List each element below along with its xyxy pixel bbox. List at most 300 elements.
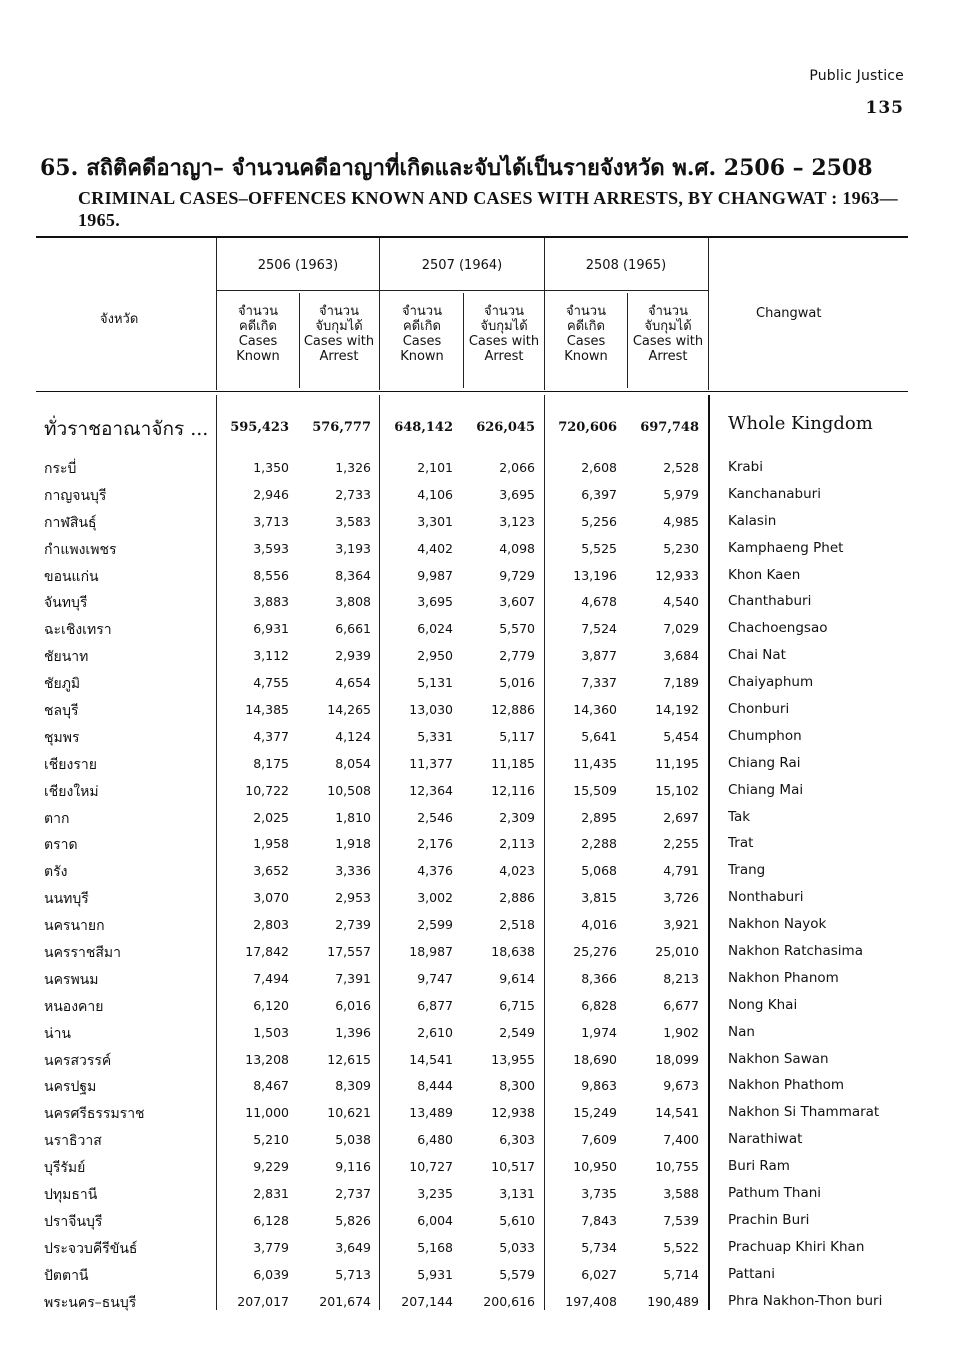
col-label-th: จับกุมได้ [644,319,692,334]
row-changwat-english: Buri Ram [728,1158,790,1175]
cell-cases-known-1965: 3,877 [581,648,617,664]
cell-cases-known-1965: 3,735 [581,1186,617,1202]
cell-cases-known-1965: 6,828 [581,997,617,1013]
row-changwat-thai: พระนคร–ธนบุรี [44,1294,137,1311]
top-rule [36,236,908,238]
cell-cases-known-1964: 11,377 [409,755,453,771]
cell-cases-arrest-1963: 3,336 [335,863,371,879]
cell-cases-arrest-1964: 9,614 [499,970,535,986]
table-row [0,1099,966,1126]
cell-cases-known-1963: 3,883 [253,594,289,610]
row-changwat-english: Trat [728,835,754,852]
cell-cases-known-1964: 3,235 [417,1186,453,1202]
col-head-cases-known-1964 [382,304,462,364]
cell-cases-known-1964: 6,480 [417,1132,453,1148]
cell-cases-arrest-1963: 9,116 [335,1159,371,1175]
cell-cases-arrest-1964: 3,607 [499,594,535,610]
cell-cases-known-1963: 6,120 [253,997,289,1013]
cell-cases-arrest-1965: 3,921 [663,917,699,933]
row-changwat-english: Trang [728,862,766,879]
changwat-header-thai: จังหวัด [100,312,139,327]
header-divider-2 [379,238,380,390]
cell-cases-arrest-1963: 12,615 [327,1051,371,1067]
cell-cases-arrest-1964: 2,886 [499,890,535,906]
table-row [0,777,966,804]
year-header-1964: 2507 (1964) [421,258,503,273]
row-changwat-thai: ทั่วราชอาณาจักร ... [44,418,209,440]
col-label-th: คดีเกิด [567,319,605,334]
cell-cases-arrest-1963: 10,621 [327,1105,371,1121]
cell-cases-known-1963: 3,713 [253,513,289,529]
col-label-en: Cases with [632,334,704,349]
col-label-th: จำนวน [402,304,442,319]
col-label-en: Arrest [648,349,688,364]
col-label-en: Cases [402,334,442,349]
row-changwat-english: Whole Kingdom [728,413,873,434]
cell-cases-known-1964: 6,024 [417,621,453,637]
cell-cases-known-1965: 197,408 [565,1293,617,1309]
table-row [0,454,966,481]
cell-cases-known-1964: 9,987 [417,567,453,583]
cell-cases-known-1963: 2,025 [253,809,289,825]
cell-cases-known-1965: 4,016 [581,917,617,933]
cell-cases-arrest-1964: 626,045 [476,420,535,435]
cell-cases-known-1964: 14,541 [409,1051,453,1067]
cell-cases-known-1965: 13,196 [573,567,617,583]
cell-cases-arrest-1965: 2,255 [663,836,699,852]
table-body [0,412,966,1315]
cell-cases-known-1965: 7,843 [581,1212,617,1228]
cell-cases-known-1965: 25,276 [573,944,617,960]
table-row [0,508,966,535]
cell-cases-known-1965: 9,863 [581,1078,617,1094]
table-row [0,1019,966,1046]
cell-cases-arrest-1964: 5,610 [499,1212,535,1228]
changwat-header-english: Changwat [756,306,822,321]
row-changwat-thai: นครสวรรค์ [44,1052,112,1069]
col-label-en: Cases [566,334,606,349]
table-row [0,1126,966,1153]
cell-cases-known-1964: 2,610 [417,1024,453,1040]
cell-cases-known-1964: 13,030 [409,702,453,718]
cell-cases-arrest-1964: 2,113 [499,836,535,852]
col-label-en: Arrest [484,349,524,364]
cell-cases-known-1965: 11,435 [573,755,617,771]
row-changwat-thai: นครศรีธรรมราช [44,1106,145,1123]
cell-cases-arrest-1963: 4,654 [335,675,371,691]
cell-cases-known-1963: 6,931 [253,621,289,637]
cell-cases-arrest-1964: 2,779 [499,648,535,664]
col-label-th: จำนวน [648,304,688,319]
table-row [0,481,966,508]
cell-cases-known-1964: 648,142 [394,420,453,435]
cell-cases-arrest-1964: 11,185 [491,755,535,771]
cell-cases-known-1964: 8,444 [417,1078,453,1094]
cell-cases-known-1963: 6,039 [253,1266,289,1282]
row-changwat-thai: ชัยภูมิ [44,676,81,693]
table-row [0,884,966,911]
row-changwat-thai: ตาก [44,810,70,827]
cell-cases-known-1965: 4,678 [581,594,617,610]
cell-cases-arrest-1964: 9,729 [499,567,535,583]
col-label-th: คดีเกิด [239,319,277,334]
table-row [0,615,966,642]
cell-cases-known-1963: 2,803 [253,917,289,933]
cell-cases-arrest-1963: 201,674 [319,1293,371,1309]
row-changwat-thai: นครพนม [44,971,99,988]
cell-cases-known-1965: 6,397 [581,486,617,502]
col-label-en: Cases with [303,334,375,349]
row-changwat-thai: บุรีรัมย์ [44,1160,86,1177]
cell-cases-arrest-1964: 2,518 [499,917,535,933]
cell-cases-arrest-1963: 6,661 [335,621,371,637]
row-changwat-english: Kamphaeng Phet [728,539,844,556]
year-underline-3 [544,290,708,291]
col-label-en: Arrest [319,349,359,364]
cell-cases-known-1963: 11,000 [245,1105,289,1121]
cell-cases-known-1965: 2,608 [581,460,617,475]
row-changwat-english: Nakhon Ratchasima [728,943,863,960]
row-changwat-english: Phra Nakhon-Thon buri [728,1292,883,1309]
col-label-th: จำนวน [484,304,524,319]
table-row [0,750,966,777]
cell-cases-known-1964: 4,402 [417,540,453,556]
cell-cases-known-1963: 4,377 [253,728,289,744]
cell-cases-known-1964: 2,546 [417,809,453,825]
cell-cases-known-1963: 595,423 [230,420,289,435]
cell-cases-arrest-1963: 1,918 [335,836,371,852]
cell-cases-known-1965: 5,068 [581,863,617,879]
cell-cases-arrest-1965: 2,697 [663,809,699,825]
cell-cases-known-1963: 3,112 [253,648,289,664]
cell-cases-arrest-1964: 3,123 [499,513,535,529]
cell-cases-arrest-1964: 200,616 [483,1293,535,1309]
cell-cases-arrest-1963: 5,038 [335,1132,371,1148]
row-changwat-english: Krabi [728,459,763,475]
cell-cases-known-1963: 3,070 [253,890,289,906]
cell-cases-known-1964: 5,131 [417,675,453,691]
cell-cases-known-1965: 10,950 [573,1159,617,1175]
cell-cases-arrest-1965: 3,726 [663,890,699,906]
cell-cases-arrest-1965: 7,029 [663,621,699,637]
page-header [809,68,904,118]
cell-cases-known-1964: 5,168 [417,1239,453,1255]
cell-cases-arrest-1963: 576,777 [312,420,371,435]
header-divider-1 [216,238,217,390]
cell-cases-arrest-1964: 10,517 [491,1159,535,1175]
cell-cases-arrest-1964: 6,715 [499,997,535,1013]
cell-cases-arrest-1964: 12,886 [491,702,535,718]
table-row [0,669,966,696]
cell-cases-arrest-1963: 8,364 [335,567,371,583]
cell-cases-arrest-1964: 8,300 [499,1078,535,1094]
header-divider-4 [708,238,709,390]
cell-cases-arrest-1964: 3,131 [499,1186,535,1202]
cell-cases-arrest-1963: 2,939 [335,648,371,664]
row-changwat-thai: ชุมพร [44,729,80,746]
row-changwat-thai: กำแพงเพชร [44,541,117,558]
col-label-th: จำนวน [319,304,359,319]
col-head-cases-known-1965 [546,304,626,364]
row-changwat-english: Kanchanaburi [728,485,821,502]
row-changwat-thai: ปราจีนบุรี [44,1213,103,1230]
table-row [0,535,966,562]
cell-cases-arrest-1965: 3,684 [663,648,699,664]
cell-cases-arrest-1964: 3,695 [499,486,535,502]
table-row [0,857,966,884]
row-changwat-english: Chiang Rai [728,754,801,771]
cell-cases-known-1965: 6,027 [581,1266,617,1282]
col-label-th: จับกุมได้ [315,319,363,334]
cell-cases-known-1963: 3,652 [253,863,289,879]
cell-cases-arrest-1965: 4,540 [663,594,699,610]
row-changwat-english: Nan [728,1023,755,1040]
cell-cases-arrest-1965: 12,933 [655,567,699,583]
cell-cases-known-1964: 6,004 [417,1212,453,1228]
cell-cases-arrest-1963: 10,508 [327,782,371,798]
row-changwat-thai: ปทุมธานี [44,1187,98,1204]
row-changwat-thai: นครนายก [44,918,105,935]
cell-cases-arrest-1964: 5,570 [499,621,535,637]
row-changwat-thai: ชัยนาท [44,649,89,666]
table-row [0,1153,966,1180]
row-changwat-english: Nonthaburi [728,889,804,906]
cell-cases-known-1964: 2,176 [417,836,453,852]
row-changwat-thai: ตรัง [44,864,68,881]
cell-cases-arrest-1964: 5,117 [499,728,535,744]
cell-cases-known-1963: 2,831 [253,1186,289,1202]
row-changwat-english: Nakhon Phathom [728,1077,845,1094]
cell-cases-known-1964: 5,931 [417,1266,453,1282]
cell-cases-arrest-1965: 5,979 [663,486,699,502]
year-underline-1 [216,290,379,291]
table-row [0,1261,966,1288]
cell-cases-arrest-1965: 697,748 [640,420,699,435]
cell-cases-arrest-1963: 5,713 [335,1266,371,1282]
cell-cases-arrest-1963: 2,739 [335,917,371,933]
cell-cases-arrest-1964: 5,033 [499,1239,535,1255]
title-thai: สถิติคดีอาญา– จำนวนคดีอาญาที่เกิดและจับได้เป็นรายจังหวัด พ.ศ. 2506 – 2508 [86,155,873,181]
row-changwat-english: Prachin Buri [728,1211,810,1228]
cell-cases-known-1963: 8,556 [253,567,289,583]
row-changwat-english: Nakhon Sawan [728,1050,829,1067]
cell-cases-arrest-1964: 13,955 [491,1051,535,1067]
cell-cases-arrest-1965: 8,213 [663,970,699,986]
cell-cases-arrest-1963: 1,396 [335,1024,371,1040]
table-row [0,830,966,857]
cell-cases-arrest-1965: 190,489 [647,1293,699,1309]
col-head-cases-arrest-1963 [299,304,379,364]
row-changwat-thai: กระบี่ [44,461,77,477]
section-title: Public Justice [809,68,904,84]
table-row [0,696,966,723]
cell-cases-known-1963: 8,467 [253,1078,289,1094]
row-changwat-thai: เชียงใหม่ [44,783,99,800]
row-changwat-english: Narathiwat [728,1131,803,1148]
cell-cases-known-1964: 4,376 [417,863,453,879]
cell-cases-arrest-1964: 4,098 [499,540,535,556]
cell-cases-known-1964: 4,106 [417,486,453,502]
cell-cases-known-1963: 4,755 [253,675,289,691]
row-changwat-thai: นนทบุรี [44,891,89,908]
table-row [0,562,966,589]
cell-cases-arrest-1963: 2,733 [335,486,371,502]
row-changwat-english: Khon Kaen [728,566,801,583]
col-label-th: จับกุมได้ [480,319,528,334]
table-title [40,150,920,231]
col-label-en: Cases with [468,334,540,349]
page-number: 135 [865,98,904,118]
table-row [0,1207,966,1234]
cell-cases-arrest-1965: 14,541 [655,1105,699,1121]
cell-cases-arrest-1963: 3,808 [335,594,371,610]
cell-cases-known-1964: 3,695 [417,594,453,610]
cell-cases-known-1965: 15,249 [573,1105,617,1121]
header-bottom-rule [36,391,908,392]
cell-cases-known-1963: 3,593 [253,540,289,556]
cell-cases-known-1963: 9,229 [253,1159,289,1175]
cell-cases-arrest-1963: 8,054 [335,755,371,771]
cell-cases-known-1965: 7,609 [581,1132,617,1148]
cell-cases-arrest-1965: 5,230 [663,540,699,556]
cell-cases-known-1965: 2,895 [581,809,617,825]
table-row [0,1046,966,1073]
cell-cases-arrest-1965: 5,714 [663,1266,699,1282]
cell-cases-known-1965: 14,360 [573,702,617,718]
col-label-th: คดีเกิด [403,319,441,334]
row-changwat-thai: เชียงราย [44,756,97,773]
cell-cases-known-1965: 15,509 [573,782,617,798]
table-row-total [0,412,966,454]
cell-cases-known-1963: 8,175 [253,755,289,771]
cell-cases-arrest-1963: 8,309 [335,1078,371,1094]
row-changwat-english: Chachoengsao [728,620,828,637]
row-changwat-thai: นครราชสีมา [44,945,121,962]
cell-cases-known-1965: 5,525 [581,540,617,556]
cell-cases-known-1964: 207,144 [401,1293,453,1309]
cell-cases-arrest-1963: 17,557 [327,944,371,960]
cell-cases-arrest-1964: 6,303 [499,1132,535,1148]
row-changwat-english: Pattani [728,1265,775,1282]
cell-cases-arrest-1963: 7,391 [335,970,371,986]
cell-cases-arrest-1963: 3,583 [335,513,371,529]
row-changwat-thai: นครปฐม [44,1079,97,1096]
cell-cases-known-1964: 2,599 [417,917,453,933]
row-changwat-english: Prachuap Khiri Khan [728,1238,865,1255]
row-changwat-thai: นราธิวาส [44,1133,102,1150]
row-changwat-english: Chanthaburi [728,593,812,610]
col-label-th: จำนวน [238,304,278,319]
cell-cases-arrest-1963: 6,016 [335,997,371,1013]
cell-cases-arrest-1965: 3,588 [663,1186,699,1202]
col-label-th: จำนวน [566,304,606,319]
row-changwat-english: Chiang Mai [728,781,804,798]
row-changwat-english: Nong Khai [728,996,798,1013]
row-changwat-english: Kalasin [728,512,777,529]
col-label-en: Known [236,349,280,364]
row-changwat-thai: กาฬสินธุ์ [44,514,97,531]
cell-cases-arrest-1963: 3,193 [335,540,371,556]
cell-cases-arrest-1965: 10,755 [655,1159,699,1175]
row-changwat-thai: ประจวบคีรีขันธ์ [44,1240,138,1257]
cell-cases-known-1965: 720,606 [558,420,617,435]
cell-cases-arrest-1965: 4,985 [663,513,699,529]
cell-cases-known-1963: 1,503 [253,1024,289,1040]
title-thai-line [40,150,920,185]
row-changwat-thai: กาญจนบุรี [44,487,107,504]
row-changwat-english: Chaiyaphum [728,674,814,691]
cell-cases-known-1965: 2,288 [581,836,617,852]
row-changwat-english: Tak [728,808,751,825]
cell-cases-known-1963: 2,946 [253,486,289,502]
cell-cases-arrest-1963: 1,326 [335,460,371,475]
cell-cases-arrest-1965: 14,192 [655,702,699,718]
table-row [0,1180,966,1207]
row-changwat-english: Nakhon Nayok [728,916,827,933]
cell-cases-arrest-1964: 12,116 [491,782,535,798]
cell-cases-arrest-1964: 5,016 [499,675,535,691]
cell-cases-arrest-1963: 3,649 [335,1239,371,1255]
cell-cases-known-1964: 9,747 [417,970,453,986]
cell-cases-known-1965: 1,974 [581,1024,617,1040]
col-head-cases-known-1963 [218,304,298,364]
cell-cases-arrest-1965: 5,454 [663,728,699,744]
row-changwat-english: Nakhon Si Thammarat [728,1104,880,1121]
cell-cases-known-1963: 17,842 [245,944,289,960]
cell-cases-arrest-1965: 7,189 [663,675,699,691]
row-changwat-thai: ชลบุรี [44,703,79,720]
table-row [0,723,966,750]
cell-cases-known-1965: 5,256 [581,513,617,529]
cell-cases-arrest-1964: 2,066 [499,460,535,475]
cell-cases-known-1965: 7,524 [581,621,617,637]
row-changwat-thai: หนองคาย [44,998,104,1015]
year-underline-2 [379,290,544,291]
table-row [0,911,966,938]
cell-cases-arrest-1965: 1,902 [663,1024,699,1040]
cell-cases-known-1964: 3,301 [417,513,453,529]
row-changwat-thai: จันทบุรี [44,595,88,612]
table-number: 65. [40,155,79,181]
table-row [0,992,966,1019]
cell-cases-known-1964: 5,331 [417,728,453,744]
row-changwat-thai: ขอนแก่น [44,568,99,585]
cell-cases-known-1965: 18,690 [573,1051,617,1067]
cell-cases-arrest-1965: 9,673 [663,1078,699,1094]
cell-cases-known-1964: 18,987 [409,944,453,960]
cell-cases-known-1964: 3,002 [417,890,453,906]
year-header-1965: 2508 (1965) [585,258,667,273]
cell-cases-arrest-1964: 18,638 [491,944,535,960]
col-head-cases-arrest-1964 [464,304,544,364]
table-row [0,1288,966,1315]
table-row [0,965,966,992]
cell-cases-arrest-1963: 4,124 [335,728,371,744]
cell-cases-known-1963: 3,779 [253,1239,289,1255]
row-changwat-english: Chonburi [728,701,790,718]
cell-cases-known-1964: 12,364 [409,782,453,798]
cell-cases-arrest-1964: 2,549 [499,1024,535,1040]
cell-cases-arrest-1963: 2,953 [335,890,371,906]
cell-cases-known-1963: 1,958 [253,836,289,852]
row-changwat-thai: ฉะเชิงเทรา [44,622,112,639]
cell-cases-arrest-1965: 11,195 [655,755,699,771]
col-label-en: Known [400,349,444,364]
row-changwat-english: Chumphon [728,727,802,744]
table-row [0,1234,966,1261]
cell-cases-known-1963: 6,128 [253,1212,289,1228]
table-row [0,1072,966,1099]
